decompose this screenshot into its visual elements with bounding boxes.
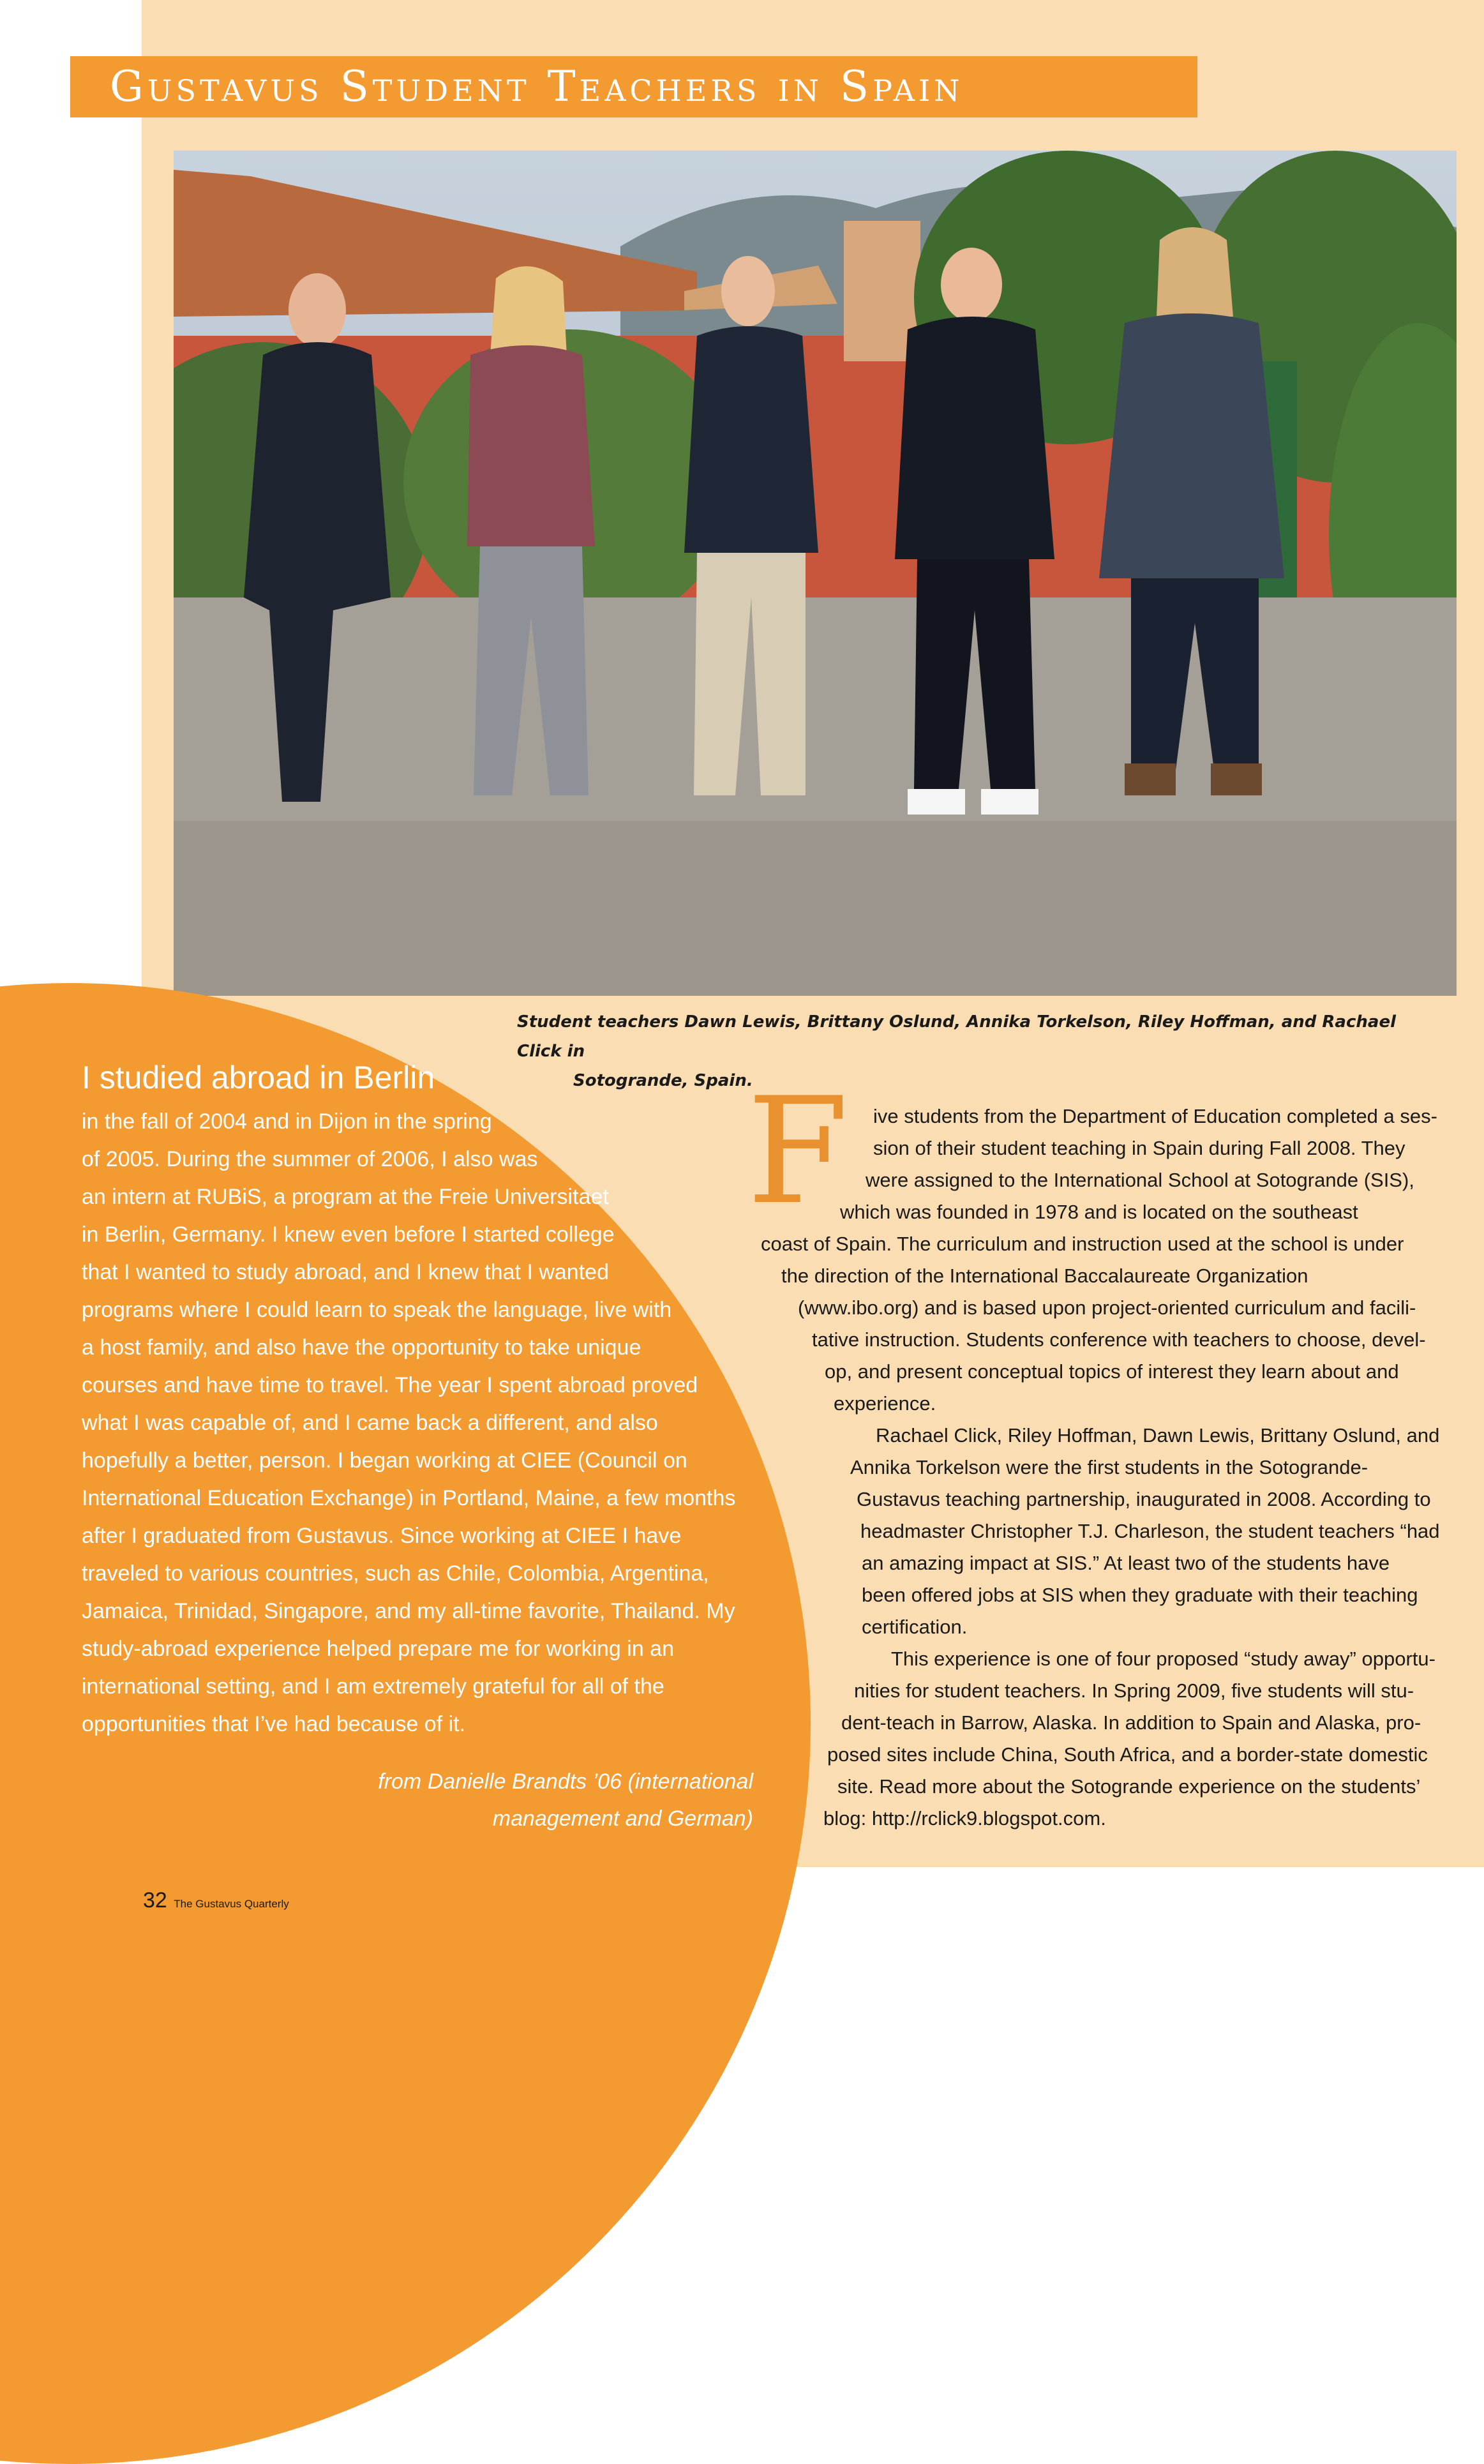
article-line: dent-teach in Barrow, Alaska. In addition to Spain and Alaska, pro- [841, 1711, 1421, 1734]
sidebar-line: opportunities that I’ve had because of it. [82, 1712, 466, 1736]
article-line: posed sites include China, South Africa, and a border-state domestic [827, 1743, 1428, 1766]
drop-cap: F [747, 1067, 849, 1237]
article-line: an amazing impact at SIS.” At least two of the students have [862, 1552, 1390, 1574]
sidebar-line: Jamaica, Trinidad, Singapore, and my all-time favorite, Thailand. My [82, 1599, 735, 1623]
sidebar-attribution [300, 1763, 753, 1837]
sidebar-line: study-abroad experience helped prepare me for working in an [82, 1637, 674, 1661]
sidebar-line: courses and have time to travel. The year I spent abroad proved [82, 1373, 698, 1397]
article-line: nities for student teachers. In Spring 2009, five students will stu- [854, 1679, 1414, 1702]
caption-line: Sotogrande, Spain. [573, 1071, 753, 1090]
sidebar-line: in the fall of 2004 and in Dijon in the spring [82, 1109, 492, 1134]
group-photo [174, 151, 1457, 996]
article-line: headmaster Christopher T.J. Charleson, the student teachers “had [860, 1520, 1440, 1542]
attribution-line: from Danielle Brandts ’06 (international [378, 1769, 753, 1794]
sidebar-line: hopefully a better, person. I began working at CIEE (Council on [82, 1448, 687, 1473]
article-line: which was founded in 1978 and is located on the southeast [840, 1201, 1358, 1223]
article-line: sion of their student teaching in Spain during Fall 2008. They [873, 1137, 1405, 1159]
article-line: tative instruction. Students conference with teachers to choose, devel- [812, 1328, 1426, 1351]
sidebar-line: in Berlin, Germany. I knew even before I started college [82, 1222, 615, 1247]
article-line: This experience is one of four proposed “study away” opportu- [891, 1648, 1435, 1670]
sidebar-line: that I wanted to study abroad, and I knew that I wanted [82, 1260, 609, 1284]
photo-caption [517, 1007, 1430, 1095]
page-footer [143, 1888, 289, 1913]
sidebar-text [82, 1103, 797, 1743]
article-line: Rachael Click, Riley Hoffman, Dawn Lewis, Brittany Oslund, and [876, 1424, 1440, 1446]
caption-line: Student teachers Dawn Lewis, Brittany Oslund, Annika Torkelson, Riley Hoffman, and Rachael Click in [517, 1012, 1396, 1061]
article-line: the direction of the International Baccalaureate Organization [781, 1265, 1308, 1287]
attribution-line: management and German) [492, 1807, 753, 1831]
sidebar-line: an intern at RUBiS, a program at the Freie Universitaet [82, 1185, 609, 1209]
article-line: Annika Torkelson were the first students in the Sotogrande- [850, 1456, 1368, 1478]
sidebar-line: of 2005. During the summer of 2006, I also was [82, 1147, 538, 1171]
article-line: coast of Spain. The curriculum and instruction used at the school is under [761, 1233, 1404, 1255]
sidebar-heading: I studied abroad in Berlin [82, 1060, 435, 1095]
sidebar-line: a host family, and also have the opportunity to take unique [82, 1335, 641, 1360]
article-line: (www.ibo.org) and is based upon project-oriented curriculum and facili- [798, 1296, 1416, 1319]
article-line: Gustavus teaching partnership, inaugurated in 2008. According to [857, 1488, 1431, 1510]
article-line: were assigned to the International School at Sotogrande (SIS), [866, 1169, 1414, 1191]
article-line: experience. [834, 1392, 936, 1415]
sidebar-line: what I was capable of, and I came back a different, and also [82, 1411, 658, 1435]
page-title: Gustavus Student Teachers in Spain [110, 62, 964, 111]
article-line: been offered jobs at SIS when they graduate with their teaching [862, 1584, 1418, 1606]
article-line: blog: http://rclick9.blogspot.com. [823, 1807, 1106, 1829]
sidebar-line: international setting, and I am extremely grateful for all of the [82, 1674, 664, 1699]
sidebar-line: International Education Exchange) in Portland, Maine, a few months [82, 1486, 736, 1510]
page-number: 32 [143, 1888, 167, 1912]
title-banner [70, 56, 1197, 117]
article-line: op, and present conceptual topics of interest they learn about and [825, 1360, 1399, 1383]
sidebar-line: programs where I could learn to speak the language, live with [82, 1298, 672, 1322]
article-line: ive students from the Department of Education completed a ses- [873, 1105, 1437, 1127]
article-line: certification. [862, 1616, 968, 1638]
sidebar-line: after I graduated from Gustavus. Since working at CIEE I have [82, 1524, 682, 1548]
article-line: site. Read more about the Sotogrande experience on the students’ [837, 1775, 1421, 1798]
sidebar-line: traveled to various countries, such as Chile, Colombia, Argentina, [82, 1561, 709, 1586]
publication-name: The Gustavus Quarterly [174, 1898, 289, 1910]
